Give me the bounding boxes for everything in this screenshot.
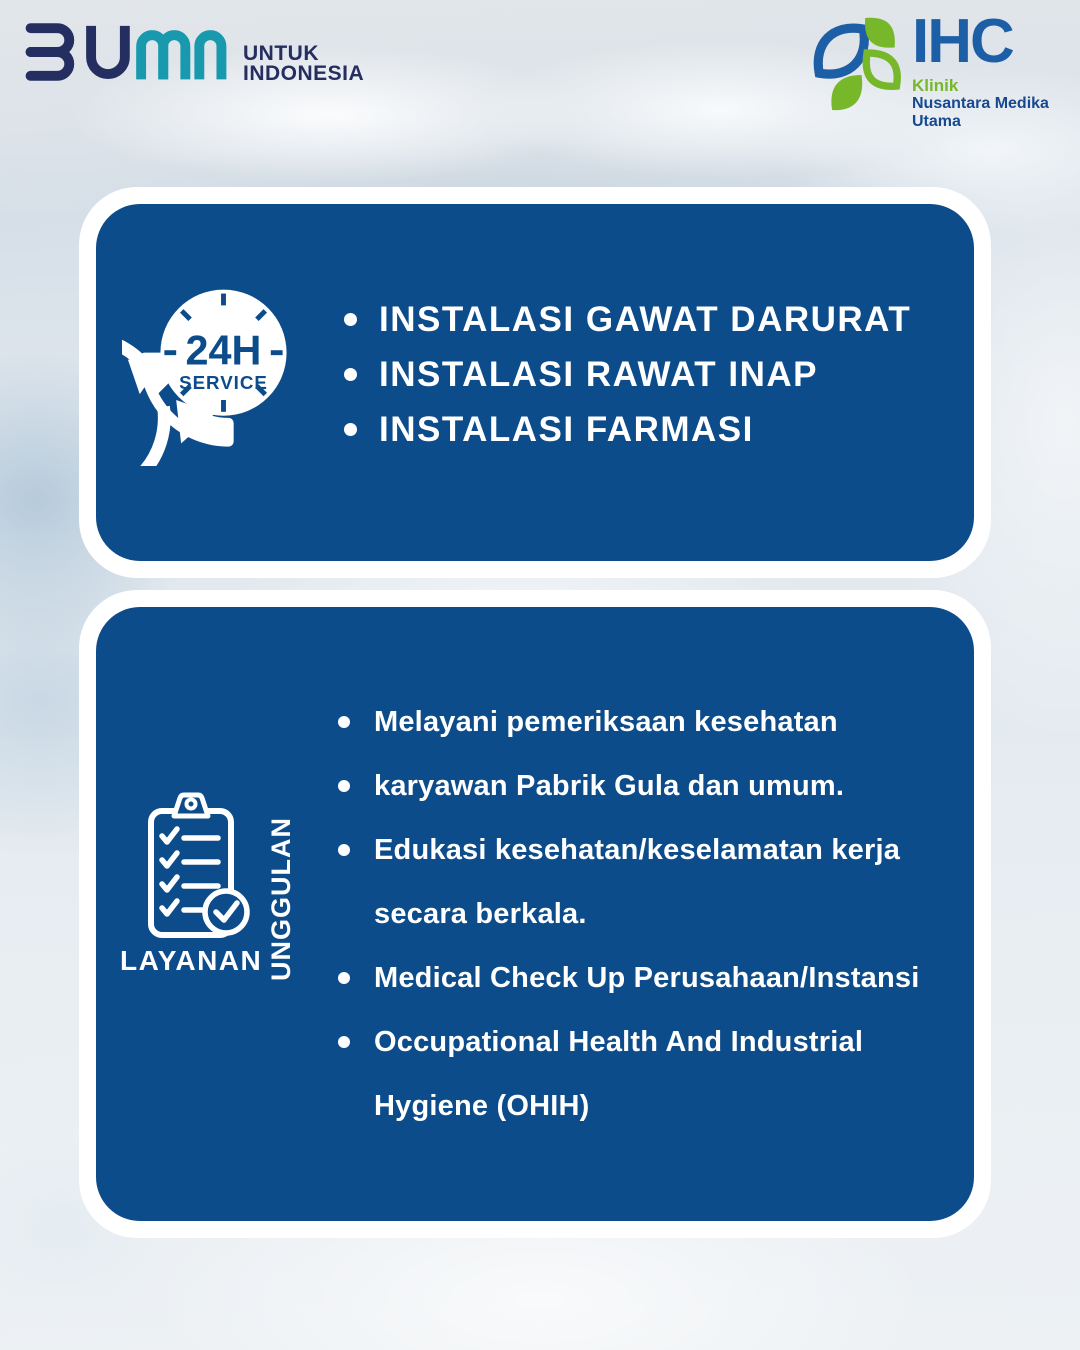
list-item [338, 1010, 920, 1074]
card-layanan-inner [96, 607, 974, 1221]
bullet-icon [338, 780, 350, 792]
bullet-icon [338, 716, 350, 728]
ihc-leaf-logo-icon [810, 14, 902, 114]
bullet-icon [338, 844, 350, 856]
ihc-subtitle-nusantara: Nusantara Medika Utama [912, 95, 1049, 130]
list-item-text: karyawan Pabrik Gula dan umum. [374, 769, 845, 802]
list-item [338, 690, 920, 754]
bullet-icon [338, 972, 350, 984]
list-item-text: Melayani pemeriksaan kesehatan [374, 705, 838, 738]
bullet-icon [344, 423, 357, 436]
list-item [344, 402, 911, 457]
checklist-clipboard-icon [146, 792, 250, 942]
bumn-tagline [243, 44, 364, 84]
layanan-unggulan-horizontal-label: LAYANAN [120, 945, 263, 976]
ihc-logo-text [912, 7, 1080, 131]
bullet-icon [344, 313, 357, 326]
bullet-icon [344, 368, 357, 381]
ihc-name: IHC [912, 7, 1013, 76]
layanan-unggulan-vertical-label: UNGGULAN [266, 817, 296, 981]
list-item-text: INSTALASI RAWAT INAP [379, 354, 818, 394]
list-item-text: Medical Check Up Perusahaan/Instansi [374, 961, 920, 994]
ihc-subtitle-klinik: Klinik [912, 76, 959, 95]
list-item [338, 882, 920, 946]
list-item-text: INSTALASI FARMASI [379, 409, 754, 449]
card-24h-inner [96, 204, 974, 561]
bumn-logo [20, 20, 232, 84]
card-24h-services [79, 187, 991, 578]
list-item-text: Hygiene (OHIH) [374, 1089, 590, 1122]
card-layanan-unggulan [79, 590, 991, 1238]
list-item [338, 818, 920, 882]
list-item [344, 347, 911, 402]
service-list-layanan [338, 690, 920, 1138]
label-24h: 24H [185, 327, 262, 374]
list-item-text: INSTALASI GAWAT DARURAT [379, 299, 912, 339]
24h-service-phone-icon [122, 264, 324, 466]
list-item [344, 292, 911, 347]
list-item [338, 946, 920, 1010]
list-item-text: Occupational Health And Industrial [374, 1025, 864, 1058]
list-item [338, 1074, 920, 1138]
label-service: SERVICE [179, 372, 268, 394]
list-item-text: Edukasi kesehatan/keselamatan kerja [374, 833, 901, 866]
service-list-24h [344, 292, 911, 457]
list-item-text: secara berkala. [374, 897, 587, 930]
list-item [338, 754, 920, 818]
bullet-icon [338, 1036, 350, 1048]
bumn-tagline-line2: INDONESIA [243, 62, 365, 85]
bumn-tagline-line1: UNTUK [243, 42, 319, 65]
